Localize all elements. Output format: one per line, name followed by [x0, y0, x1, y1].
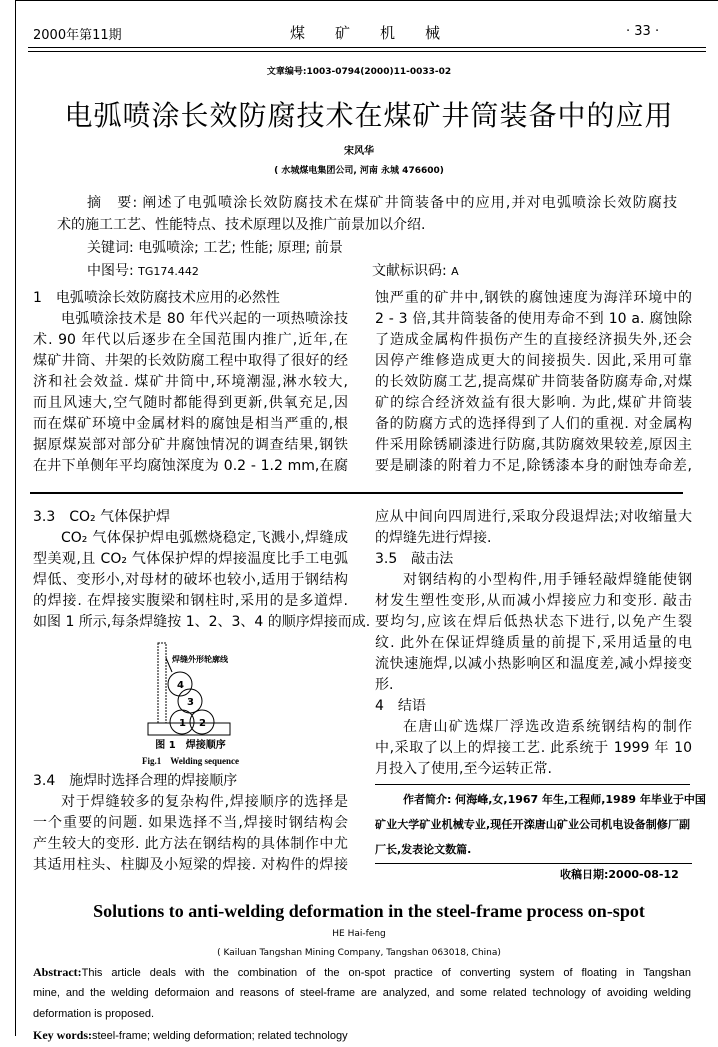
english-abstract: [33, 962, 691, 1046]
doc-code-label: 文献标识码:: [372, 263, 447, 279]
affiliation: ( 水城煤电集团公司, 河南 永城 476600): [274, 166, 444, 176]
english-affiliation: ( Kailuan Tangshan Mining Company, Tangshan 063018, China): [217, 948, 501, 958]
paragraph-line: 流快速施焊,以减小热影响区和温度差,减小焊接变: [375, 656, 692, 672]
english-keywords-label: Key words:: [33, 1028, 92, 1042]
paragraph-line: 的长效防腐工艺,提高煤矿井筒装备防腐寿命,对煤: [375, 374, 692, 390]
paragraph-line: 备的防腐方式的选择得到了人们的重视. 对金属构: [375, 416, 692, 432]
author-note-line: 厂长,发表论文数篇.: [375, 843, 472, 856]
paragraph-line: 术. 90 年代以后逐步在全国范围内推广,近年,在: [33, 332, 348, 348]
english-author: HE Hai-feng: [332, 929, 386, 939]
bead-number: 3: [187, 697, 194, 708]
bead-number: 4: [177, 680, 184, 691]
doc-code-value: A: [451, 265, 459, 278]
abstract-line: 术的施工工艺、性能特点、技术原理以及推广前景加以介绍.: [57, 217, 426, 233]
page-border-top: [15, 0, 718, 1]
paragraph-line: 在井下单侧年平均腐蚀深度为 0.2 - 1.2 mm,在腐: [33, 458, 348, 474]
author: 宋风华: [344, 146, 374, 157]
author-note: [375, 787, 706, 862]
paragraph-line: 要是刷漆的附着力不足,除锈漆本身的耐蚀寿命差,: [375, 458, 692, 474]
paragraph-line: 的焊缝先进行焊接.: [375, 530, 492, 546]
keywords-value: 电弧喷涂; 工艺; 性能; 原理; 前景: [138, 240, 343, 256]
paragraph-line: 矿的综合经济效益有很大影响. 为此,煤矿井筒装: [375, 395, 692, 411]
welding-sequence-figure: [140, 638, 240, 738]
section-heading: 4 结语: [375, 698, 426, 714]
issue-label: 2000年第11期: [33, 28, 122, 43]
page-number: · 33 ·: [626, 24, 660, 39]
section-3-3: [33, 507, 371, 633]
author-note-line: 作者简介: 何海峰,女,1967 年生,工程师,1989 年毕业于中国: [403, 793, 706, 806]
paragraph-line: 要均匀,应该在焊后低热状态下进行,以免产生裂: [375, 614, 692, 630]
abstract-label: 摘 要:: [87, 195, 138, 211]
paragraph-line: 件采用除锈刷漆进行防腐,其防腐效果较差,原因主: [375, 437, 692, 453]
paragraph-line: 煤矿井筒、井架的长效防腐工程中取得了很好的经: [33, 353, 348, 369]
bead-number: 2: [199, 718, 206, 729]
paragraph-line: 如图 1 所示,每条焊缝按 1、2、3、4 的顺序焊接而成.: [33, 614, 371, 630]
header-rule-2: [28, 51, 706, 52]
paragraph-line: 型美观,且 CO₂ 气体保护焊的焊接温度比手工电弧: [33, 551, 348, 567]
paragraph-line: 电弧喷涂技术是 80 年代兴起的一项热喷涂技: [61, 311, 348, 327]
section-heading: 3.3 CO₂ 气体保护焊: [33, 509, 171, 525]
paragraph-line: CO₂ 气体保护焊电弧燃烧稳定,飞溅小,焊缝成: [61, 530, 348, 546]
section-3-4: [33, 771, 348, 876]
journal-name: 煤 矿 机 械: [290, 24, 441, 42]
section-1-right: [375, 288, 692, 477]
keywords-label: 关键词:: [87, 240, 134, 256]
paragraph-line: 蚀严重的矿井中,钢铁的腐蚀速度为海洋环境中的: [375, 290, 692, 306]
english-title: Solutions to anti-welding deformation in the steel-frame process on-spot: [93, 901, 645, 921]
paragraph-line: 产生较大的变形. 此方法在钢结构的具体制作中尤: [33, 836, 348, 852]
figure-caption-en: Fig.1 Welding sequence: [141, 756, 239, 766]
figure-caption-cn: 图 1 焊接顺序: [155, 740, 226, 751]
header-rule: [28, 47, 706, 48]
paragraph-line: 因停产维修造成更大的间接损失. 因此,采用可靠: [375, 353, 692, 369]
base-plate: [148, 723, 230, 735]
article-number: 文章编号:1003-0794(2000)11-0033-02: [266, 67, 452, 77]
paragraph-line: 中,采取了以上的焊接工艺. 此系统于 1999 年 10: [375, 740, 692, 756]
author-note-line: 矿业大学矿业机械专业,现任开滦唐山矿业公司机电设备制修厂副: [375, 818, 690, 831]
received-date: 收稿日期:2000-08-12: [560, 868, 679, 881]
note-rule: [375, 863, 692, 864]
english-abstract-line: This article deals with the combination of the on-spot practice of converting system of floating in Tangshan: [81, 967, 691, 979]
section-1-left: [33, 288, 348, 477]
column-rule-right: [360, 492, 683, 494]
paragraph-line: 而在煤矿环境中金属材料的腐蚀是相当严重的,根: [33, 416, 348, 432]
abstract: [57, 192, 677, 282]
section-heading: 3.4 施焊时选择合理的焊接顺序: [33, 773, 238, 789]
paragraph-line: 据原煤炭部对部分矿井腐蚀情况的调查结果,钢铁: [33, 437, 348, 453]
paragraph-line: 焊低、变形小,对母材的破坏也较小,适用于钢结构: [33, 572, 348, 588]
paragraph-line: 2 - 3 倍,其井筒装备的使用寿命不到 10 a. 腐蚀除: [375, 311, 692, 327]
english-abstract-line: deformation is proposed.: [33, 1008, 155, 1020]
clc-label: 中图号:: [87, 263, 134, 279]
column-plate: [158, 643, 166, 723]
english-keywords: steel-frame; welding deformation; related technology: [92, 1030, 348, 1042]
paragraph-line: 材发生塑性变形,从而减小焊接应力和变形. 敲击: [375, 593, 692, 609]
paragraph-line: 形.: [375, 677, 394, 693]
english-abstract-line: mine, and the welding deformaion and reasons of steel-frame are analyzed, and some related technology of avoiding welding: [33, 987, 691, 999]
paragraph-line: 一个重要的问题. 如果选择不当,焊接时钢结构会: [33, 815, 348, 831]
paragraph-line: 了造成金属构件损伤产生的直接经济损失外,还会: [375, 332, 692, 348]
column-rule-left: [30, 492, 360, 494]
english-abstract-label: Abstract:: [33, 965, 82, 979]
abstract-line: 阐述了电弧喷涂长效防腐技术在煤矿井筒装备中的应用,并对电弧喷涂长效防腐技: [141, 195, 677, 211]
paragraph-line: 的焊接. 在焊接实腹梁和钢柱时,采用的是多道焊.: [33, 593, 348, 609]
paragraph-line: 月投入了使用,至今运转正常.: [375, 761, 552, 777]
figure-label: 焊缝外形轮廓线: [172, 655, 228, 664]
paragraph-line: 应从中间向四周进行,采取分段退焊法;对收缩量大: [375, 509, 692, 525]
paragraph-line: 而且风速大,空气随时都能得到更新,供氧充足,因: [33, 395, 348, 411]
clc-value: TG174.442: [138, 265, 199, 278]
section-heading: 1 电弧喷涂长效防腐技术应用的必然性: [33, 290, 280, 306]
paragraph-line: 对钢结构的小型构件,用手锤轻敲焊缝能使钢: [403, 572, 692, 588]
bead-number: 1: [179, 718, 186, 729]
paragraph-line: 济和社会效益. 煤矿井筒中,环境潮湿,淋水较大,: [33, 374, 348, 390]
section-heading: 3.5 敲击法: [375, 551, 454, 567]
paragraph-line: 对于焊缝较多的复杂构件,焊接顺序的选择是: [61, 794, 348, 810]
paragraph-line: 其适用柱头、柱脚及小短梁的焊接. 对构件的焊接: [33, 857, 348, 873]
paragraph-line: 在唐山矿选煤厂浮选改造系统钢结构的制作: [403, 719, 692, 735]
footnote-rule: [375, 784, 690, 785]
paragraph-line: 纹. 此外在保证焊缝质量的前提下,采用适量的电: [375, 635, 692, 651]
section-3-5-and-4: [375, 507, 692, 780]
page-title: 电弧喷涂长效防腐技术在煤矿井筒装备中的应用: [64, 99, 674, 132]
